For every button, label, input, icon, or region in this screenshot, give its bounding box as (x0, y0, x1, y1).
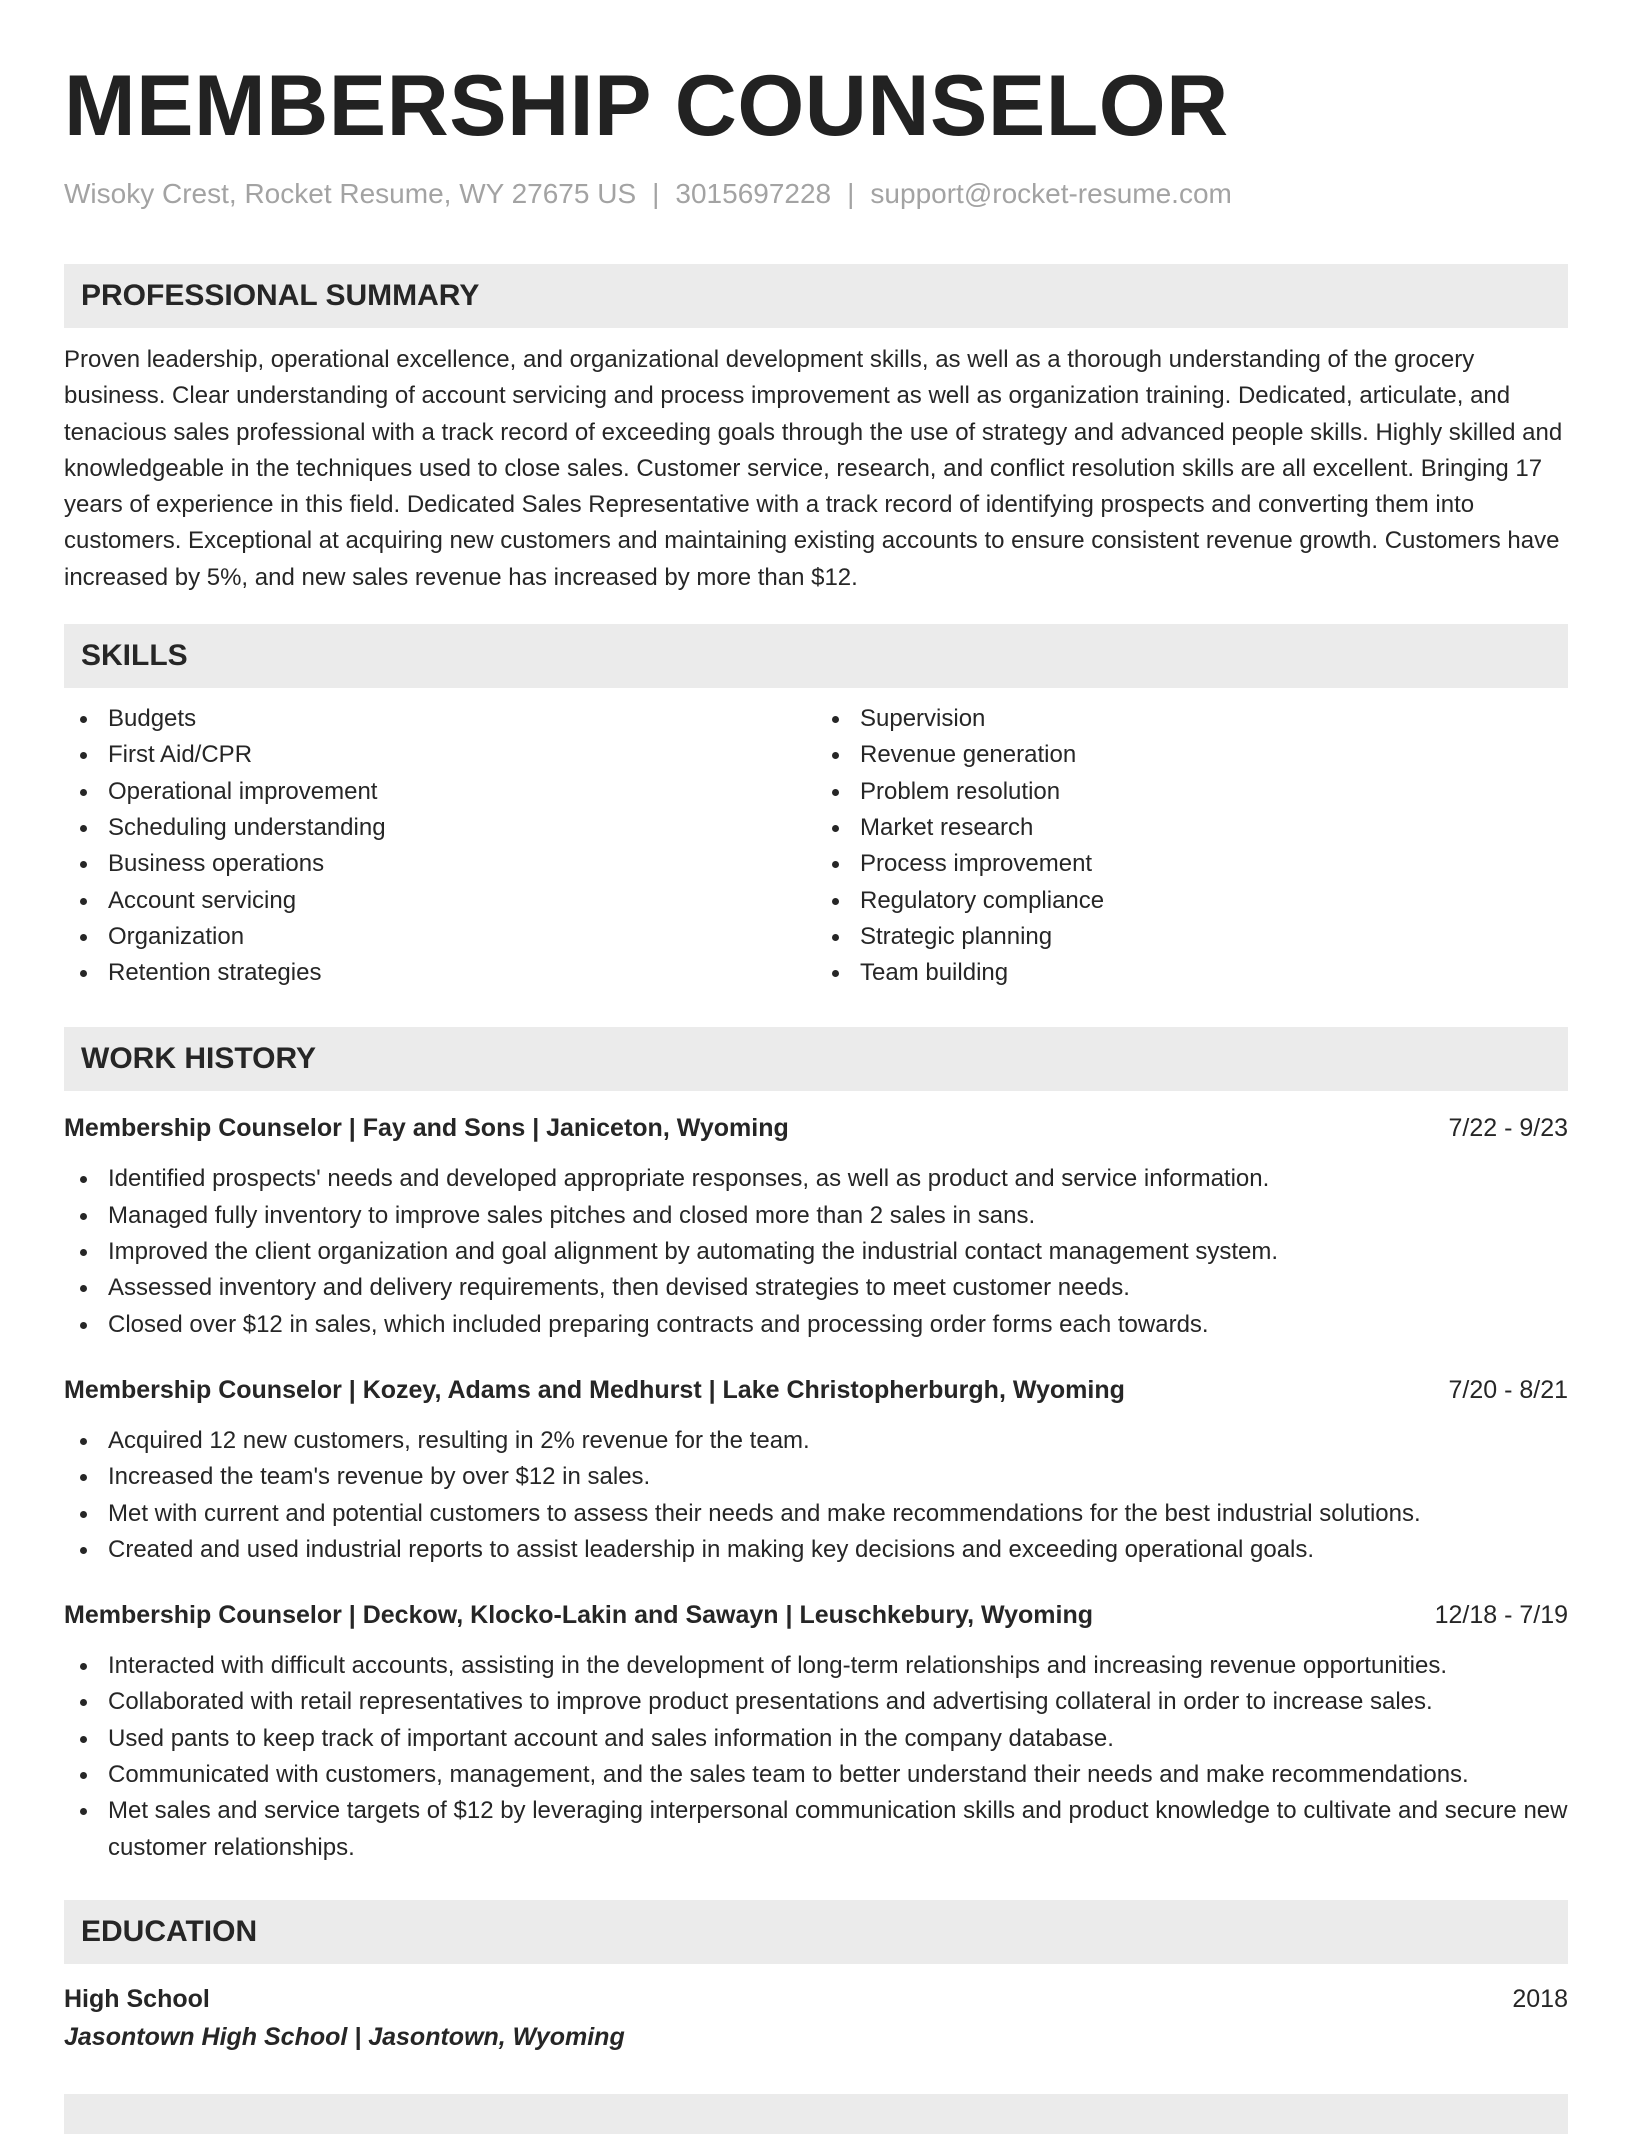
job-bullet: Increased the team's revenue by over $12 in sales. (64, 1459, 1568, 1495)
skill-item: Scheduling understanding (64, 810, 816, 846)
section-heading-work-history: WORK HISTORY (64, 1027, 1568, 1091)
skill-item: Revenue generation (816, 737, 1568, 773)
section-heading-education: EDUCATION (64, 1900, 1568, 1964)
skill-item: Supervision (816, 701, 1568, 737)
education-year: 2018 (1512, 1984, 1568, 2013)
skills-column-right (816, 701, 1568, 991)
job-bullet: Assessed inventory and delivery requirements, then devised strategies to meet customer needs. (64, 1270, 1568, 1306)
job-bullet: Closed over $12 in sales, which included preparing contracts and processing order forms each towards. (64, 1307, 1568, 1343)
job-bullet: Met sales and service targets of $12 by leveraging interpersonal communication skills and product knowledge to cultivate and secure new customer relationships. (64, 1793, 1568, 1866)
job-title: Membership Counselor | Fay and Sons | Janiceton, Wyoming (64, 1114, 789, 1143)
job-bullet: Used pants to keep track of important account and sales information in the company database. (64, 1721, 1568, 1757)
job-entry (64, 1598, 1568, 1866)
contact-email: support@rocket-resume.com (870, 178, 1232, 209)
skill-item: Retention strategies (64, 955, 816, 991)
section-heading-summary: PROFESSIONAL SUMMARY (64, 264, 1568, 328)
job-bullet: Acquired 12 new customers, resulting in 2% revenue for the team. (64, 1423, 1568, 1459)
contact-separator: | (652, 178, 660, 209)
education-header (64, 1982, 1568, 2016)
job-bullet: Collaborated with retail representatives to improve product presentations and advertising collateral in order to increase sales. (64, 1684, 1568, 1720)
section-heading-skills: SKILLS (64, 624, 1568, 688)
job-header (64, 1111, 1568, 1145)
skill-item: First Aid/CPR (64, 737, 816, 773)
next-section-band (64, 2094, 1568, 2134)
job-dates: 7/20 - 8/21 (1448, 1375, 1568, 1404)
job-bullet: Communicated with customers, management, and the sales team to better understand their needs and make recommendations. (64, 1757, 1568, 1793)
job-entry (64, 1111, 1568, 1342)
job-bullet: Interacted with difficult accounts, assisting in the development of long-term relationships and increasing revenue opportunities. (64, 1648, 1568, 1684)
skill-item: Process improvement (816, 846, 1568, 882)
job-entry (64, 1373, 1568, 1568)
contact-address: Wisoky Crest, Rocket Resume, WY 27675 US (64, 178, 637, 209)
job-bullet: Created and used industrial reports to assist leadership in making key decisions and exceeding operational goals. (64, 1532, 1568, 1568)
skill-item: Business operations (64, 846, 816, 882)
job-bullet: Identified prospects' needs and developed appropriate responses, as well as product and service information. (64, 1161, 1568, 1197)
contact-phone: 3015697228 (675, 178, 832, 209)
job-dates: 7/22 - 9/23 (1448, 1114, 1568, 1143)
skill-item: Problem resolution (816, 774, 1568, 810)
job-dates: 12/18 - 7/19 (1434, 1601, 1568, 1630)
job-bullets (64, 1423, 1568, 1568)
skill-item: Budgets (64, 701, 816, 737)
skill-item: Strategic planning (816, 919, 1568, 955)
skill-item: Team building (816, 955, 1568, 991)
job-bullets (64, 1161, 1568, 1342)
job-bullets (64, 1648, 1568, 1866)
candidate-name: MEMBERSHIP COUNSELOR (64, 58, 1229, 154)
skill-item: Account servicing (64, 883, 816, 919)
contact-separator: | (847, 178, 855, 209)
contact-line (64, 176, 1568, 212)
skill-item: Market research (816, 810, 1568, 846)
education-entry (64, 1982, 1568, 2054)
skills-column-left (64, 701, 816, 991)
skill-item: Organization (64, 919, 816, 955)
skills-grid (64, 701, 1568, 991)
summary-text: Proven leadership, operational excellence, and organizational development skills, as well as a thorough understanding of the grocery business. Clear understanding of account servicing and process improvement as well as organization training. Dedicated, articulate, and tenacious sales professional with a track record of exceeding goals through the use of strategy and advanced people skills. Highly skilled and knowledgeable in the techniques used to close sales. Customer service, research, and conflict resolution skills are all excellent. Bringing 17 years of experience in this field. Dedicated Sales Representative with a track record of identifying prospects and converting them into customers. Exceptional at acquiring new customers and maintaining existing accounts to ensure consistent revenue growth. Customers have increased by 5%, and new sales revenue has increased by more than $12. (64, 346, 1563, 591)
job-header (64, 1373, 1568, 1407)
job-title: Membership Counselor | Kozey, Adams and Medhurst | Lake Christopherburgh, Wyoming (64, 1375, 1125, 1404)
job-bullet: Improved the client organization and goal alignment by automating the industrial contact management system. (64, 1234, 1568, 1270)
skill-item: Regulatory compliance (816, 883, 1568, 919)
skill-item: Operational improvement (64, 774, 816, 810)
job-title: Membership Counselor | Deckow, Klocko-Lakin and Sawayn | Leuschkebury, Wyoming (64, 1601, 1094, 1630)
job-bullet: Managed fully inventory to improve sales pitches and closed more than 2 sales in sans. (64, 1198, 1568, 1234)
education-degree: High School (64, 1984, 210, 2013)
education-school: Jasontown High School | Jasontown, Wyoming (64, 2022, 625, 2051)
job-header (64, 1598, 1568, 1632)
job-bullet: Met with current and potential customers to assess their needs and make recommendations for the best industrial solutions. (64, 1496, 1568, 1532)
